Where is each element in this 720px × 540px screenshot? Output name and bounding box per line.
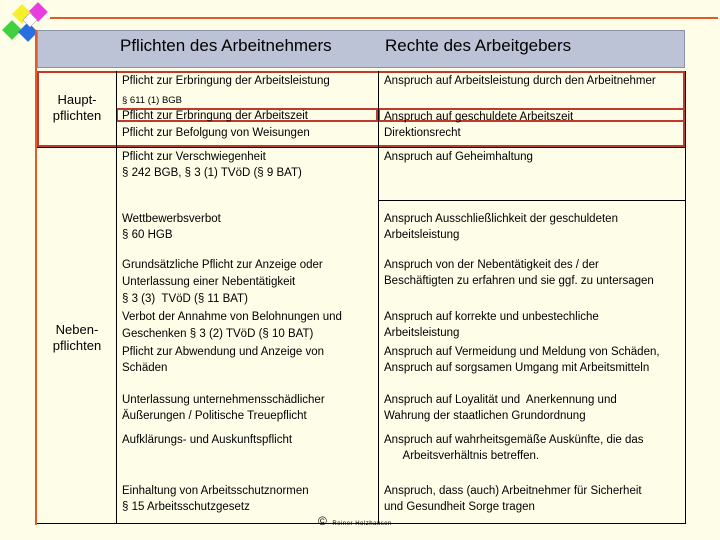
row-right-11: Anspruch, dass (auch) Arbeitnehmer für Sicherheit und Gesundheit Sorge tragen <box>384 485 642 513</box>
section-label-neben: Neben- pflichten <box>52 322 102 353</box>
left-column-title: Pflichten des Arbeitnehmers <box>120 36 332 55</box>
row-right-10: Anspruch auf wahrheitsgemäße Auskünfte, die das Arbeitsverhältnis betreffen. <box>384 434 644 462</box>
row-left-6: Grundsätzliche Pflicht zur Anzeige oder Unterlassung einer Nebentätigkeit § 3 (3) TVöD (§ 11 BAT) <box>122 259 323 305</box>
row-left-0: Pflicht zur Erbringung der Arbeitsleistung <box>122 75 330 87</box>
row-left-5: Wettbewerbsverbot § 60 HGB <box>122 213 221 241</box>
row-left-1: § 611 (1) BGB <box>122 95 183 106</box>
grid-vline-1 <box>116 71 117 523</box>
top-accent-line <box>50 17 718 19</box>
row-left-8: Pflicht zur Abwendung und Anzeige von Schäden <box>122 346 325 374</box>
copyright-author: Reiner Holzhausen <box>332 521 392 527</box>
row-left-4: Pflicht zur Verschwiegenheit § 242 BGB, § 3 (1) TVöD (§ 9 BAT) <box>122 151 302 179</box>
row-left-2: Pflicht zur Erbringung der Arbeitszeit <box>122 110 309 122</box>
copyright-symbol: © <box>318 514 327 528</box>
row-left-10: Aufklärungs- und Auskunftspflicht <box>122 434 293 446</box>
row-right-4: Anspruch auf Geheimhaltung <box>384 151 533 163</box>
copyright-notice <box>318 514 392 528</box>
row-right-9: Anspruch auf Loyalität und Anerkennung und Wahrung der staatlichen Grundordnung <box>384 394 617 422</box>
row-left-7: Verbot der Annahme von Belohnungen und Geschenken § 3 (2) TVöD (§ 10 BAT) <box>122 311 342 340</box>
row-right-8: Anspruch auf Vermeidung und Meldung von Schäden, Anspruch auf sorgsamen Umgang mit Arbeitsmitteln <box>384 346 660 374</box>
section-label-haupt: Haupt- pflichten <box>52 92 102 123</box>
grid-hline-haupt <box>37 147 686 148</box>
grid-vline-2 <box>378 71 379 523</box>
right-column-title: Rechte des Arbeitgebers <box>385 36 572 55</box>
grid-vline-3 <box>685 71 686 523</box>
row-right-5: Anspruch Ausschließlichkeit der geschuldeten Arbeitsleistung <box>384 213 618 241</box>
row-right-7: Anspruch auf korrekte und unbestechliche Arbeitsleistung <box>384 311 599 339</box>
row-right-6: Anspruch von der Nebentätigkeit des / der Beschäftigten zu erfahren und sie ggf. zu untersagen <box>384 259 654 287</box>
grid-hline-verschwiegenheit <box>378 200 685 201</box>
row-left-9: Unterlassung unternehmensschädlicher Äußerungen / Politische Treuepflicht <box>122 394 325 422</box>
row-left-3: Pflicht zur Befolgung von Weisungen <box>122 127 310 139</box>
row-left-11: Einhaltung von Arbeitsschutznormen § 15 Arbeitsschutzgesetz <box>122 485 309 513</box>
row-right-2: Anspruch auf geschuldete Arbeitszeit <box>384 111 574 123</box>
row-right-0: Anspruch auf Arbeitsleistung durch den Arbeitnehmer <box>384 75 656 87</box>
row-right-3: Direktionsrecht <box>384 127 461 139</box>
